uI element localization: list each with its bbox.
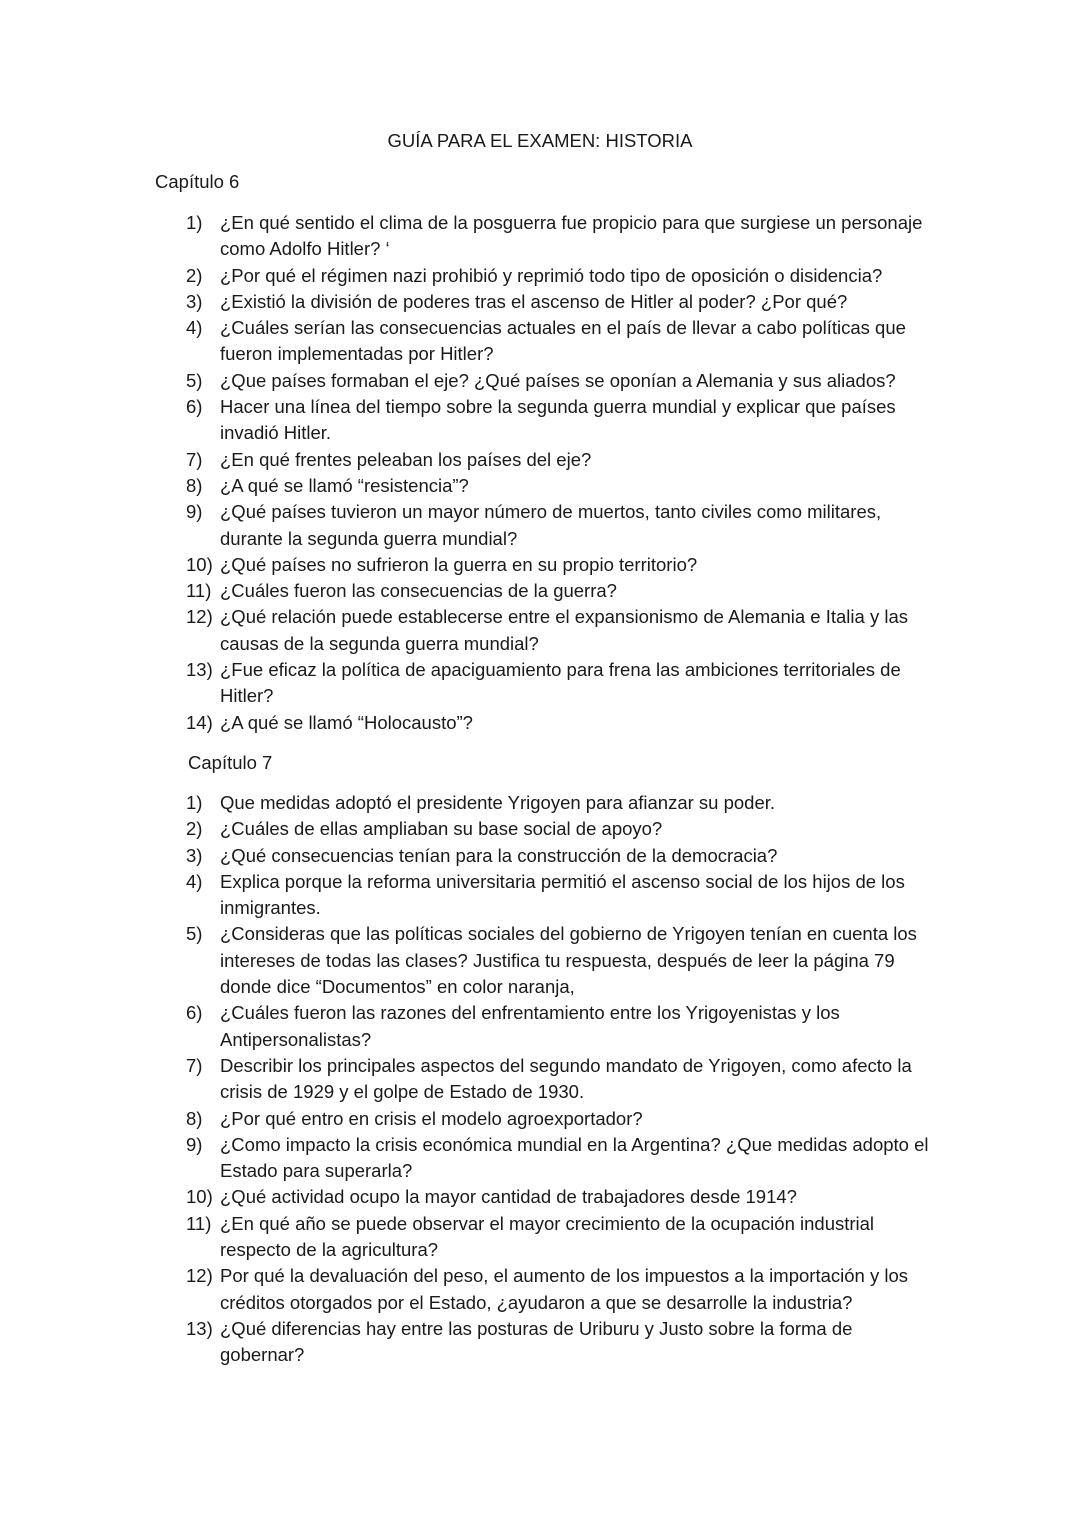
question-number: 12)	[186, 606, 213, 628]
question-item	[186, 210, 931, 263]
question-item	[186, 1132, 931, 1185]
question-text: Que medidas adoptó el presidente Yrigoyen para afianzar su poder.	[220, 792, 776, 813]
question-item	[186, 710, 931, 736]
question-text: ¿En qué año se puede observar el mayor crecimiento de la ocupación industrial respecto de la agricultura?	[220, 1212, 875, 1261]
question-number: 4)	[186, 317, 203, 339]
chapter-6-heading: Capítulo 6	[155, 171, 240, 192]
question-text: Por qué la devaluación del peso, el aumento de los impuestos a la importación y los créditos otorgados por el Estado, ¿ayudaron a que se desarrolle la industria?	[220, 1265, 908, 1313]
question-text: ¿Cuáles serían las consecuencias actuales en el país de llevar a cabo políticas que fueron implementadas por Hitler?	[220, 317, 906, 365]
question-text: ¿Cuáles fueron las consecuencias de la guerra?	[220, 580, 617, 602]
question-number: 6)	[186, 1002, 203, 1024]
question-item	[186, 1263, 931, 1316]
question-text: ¿A qué se llamó “Holocausto”?	[220, 711, 473, 733]
question-item	[186, 1053, 931, 1106]
question-number: 1)	[186, 212, 203, 233]
question-number: 14)	[186, 711, 213, 733]
question-number: 10)	[186, 553, 213, 575]
question-number: 3)	[186, 290, 203, 312]
question-text: Explica porque la reforma universitaria permitió el ascenso social de los hijos de los inmigrantes.	[220, 870, 905, 919]
question-item	[186, 1000, 931, 1053]
question-number: 12)	[186, 1265, 213, 1287]
question-text: ¿Qué países tuvieron un mayor número de muertos, tanto civiles como militares, durante la segunda guerra mundial?	[220, 501, 882, 549]
question-text: ¿Qué consecuencias tenían para la construcción de la democracia?	[220, 844, 778, 866]
question-number: 4)	[186, 870, 203, 892]
question-item	[186, 394, 931, 447]
question-text: ¿En qué sentido el clima de la posguerra fue propicio para que surgiese un personaje como Adolfo Hitler? ‘	[220, 212, 923, 260]
question-item	[186, 578, 931, 604]
question-text: Describir los principales aspectos del segundo mandato de Yrigoyen, como afecto la crisis de 1929 y el golpe de Estado de 1930.	[220, 1054, 912, 1103]
chapter-7-question-list	[186, 790, 931, 1369]
question-number: 7)	[186, 1054, 203, 1076]
question-text: ¿Existió la división de poderes tras el ascenso de Hitler al poder? ¿Por qué?	[220, 290, 848, 312]
question-number: 13)	[186, 659, 213, 681]
question-text: ¿Qué diferencias hay entre las posturas de Uriburu y Justo sobre la forma de gobernar?	[220, 1317, 853, 1366]
chapter-7-heading: Capítulo 7	[188, 752, 273, 773]
question-item	[186, 657, 931, 710]
question-text: ¿Cuáles fueron las razones del enfrentamiento entre los Yrigoyenistas y los Antipersonalistas?	[220, 1002, 840, 1050]
question-item	[186, 921, 931, 1000]
question-item	[186, 1106, 931, 1132]
question-text: ¿Por qué entro en crisis el modelo agroexportador?	[220, 1107, 643, 1129]
question-text: ¿Por qué el régimen nazi prohibió y reprimió todo tipo de oposición o disidencia?	[220, 264, 883, 286]
question-number: 10)	[186, 1186, 213, 1208]
question-number: 2)	[186, 264, 203, 286]
question-item	[186, 790, 931, 816]
question-text: ¿Consideras que las políticas sociales del gobierno de Yrigoyen tenían en cuenta los intereses de todas las clases? Justifica tu respuesta, después de leer la página 79 donde dice “Documentos” en color naranja,	[220, 923, 917, 998]
question-item	[186, 447, 931, 473]
question-item	[186, 499, 931, 552]
question-number: 9)	[186, 501, 203, 523]
question-number: 3)	[186, 844, 203, 866]
question-text: ¿En qué frentes peleaban los países del eje?	[220, 448, 592, 470]
question-number: 8)	[186, 1107, 203, 1129]
question-item	[186, 473, 931, 499]
question-number: 1)	[186, 792, 203, 813]
question-item	[186, 1316, 931, 1369]
chapter-6-question-list	[186, 210, 931, 736]
question-number: 8)	[186, 474, 203, 496]
question-number: 7)	[186, 448, 203, 470]
question-number: 9)	[186, 1133, 203, 1155]
question-text: ¿Fue eficaz la política de apaciguamiento para frena las ambiciones territoriales de Hitler?	[220, 659, 901, 707]
question-number: 11)	[186, 1212, 212, 1234]
question-text: ¿Qué relación puede establecerse entre el expansionismo de Alemania e Italia y las causas de la segunda guerra mundial?	[220, 606, 908, 654]
question-item	[186, 289, 931, 315]
question-text: ¿Qué actividad ocupo la mayor cantidad de trabajadores desde 1914?	[220, 1186, 797, 1208]
question-item	[186, 263, 931, 289]
question-item	[186, 1184, 931, 1210]
question-text: ¿A qué se llamó “resistencia”?	[220, 474, 469, 496]
question-number: 2)	[186, 818, 203, 840]
question-text: ¿Como impacto la crisis económica mundial en la Argentina? ¿Que medidas adopto el Estado para superarla?	[220, 1133, 929, 1182]
question-text: Hacer una línea del tiempo sobre la segunda guerra mundial y explicar que países invadió Hitler.	[220, 396, 896, 444]
question-item	[186, 843, 931, 869]
question-item	[186, 604, 931, 657]
question-number: 5)	[186, 923, 203, 945]
question-text: ¿Qué países no sufrieron la guerra en su propio territorio?	[220, 553, 698, 575]
document-title: GUÍA PARA EL EXAMEN: HISTORIA	[387, 130, 693, 151]
question-number: 5)	[186, 369, 203, 391]
question-text: ¿Que países formaban el eje? ¿Qué países se oponían a Alemania y sus aliados?	[220, 369, 896, 391]
question-item	[186, 1211, 931, 1264]
question-item	[186, 869, 931, 922]
question-number: 6)	[186, 396, 203, 418]
question-number: 13)	[186, 1317, 213, 1339]
question-item	[186, 816, 931, 842]
question-number: 11)	[186, 580, 212, 602]
question-item	[186, 315, 931, 368]
question-text: ¿Cuáles de ellas ampliaban su base social de apoyo?	[220, 818, 663, 840]
question-item	[186, 552, 931, 578]
question-item	[186, 368, 931, 394]
